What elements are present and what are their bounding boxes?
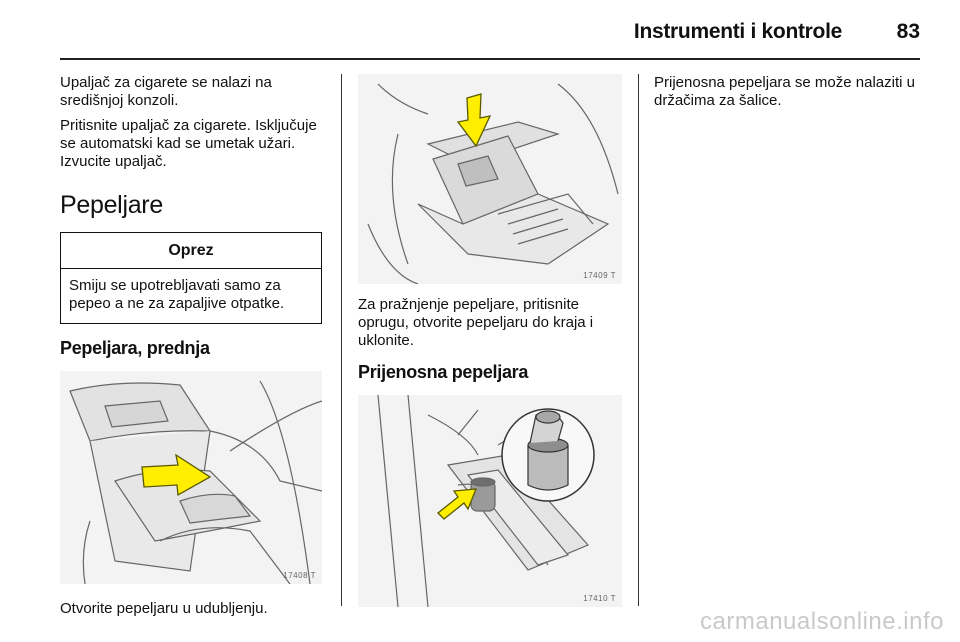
header-rule bbox=[60, 58, 920, 60]
caution-text: Smiju se upotrebljavati samo za pepeo a ne za zapaljive otpatke. bbox=[69, 277, 285, 312]
subheading-portable-ashtray: Prijenosna pepeljara bbox=[358, 362, 529, 382]
figure-ashtray-removal bbox=[358, 74, 622, 284]
figure-id: 17409 T bbox=[583, 271, 616, 280]
header-title: Instrumenti i kontrole bbox=[633, 20, 842, 43]
caution-box bbox=[60, 232, 322, 324]
subheading-front-ashtray: Pepeljara, prednja bbox=[60, 338, 210, 358]
figure-id: 17408 T bbox=[283, 571, 316, 580]
column-2 bbox=[358, 74, 622, 607]
figure-portable-ashtray bbox=[358, 395, 622, 607]
front-ashtray-caption: Otvorite pepeljaru u udubljenju. bbox=[60, 600, 268, 617]
caution-title: Oprez bbox=[61, 233, 321, 269]
lighter-paragraph: Upaljač za cigarete se nalazi na središnjoj konzoli. bbox=[60, 74, 272, 109]
portable-ashtray-illustration bbox=[358, 395, 622, 607]
portable-ashtray-paragraph: Prijenosna pepeljara se može nalaziti u držačima za šalice. bbox=[654, 74, 915, 109]
front-ashtray-illustration bbox=[60, 371, 322, 584]
page-header bbox=[60, 18, 920, 58]
ashtray-removal-illustration bbox=[358, 74, 622, 284]
page-number: 83 bbox=[896, 20, 920, 43]
column-divider-left bbox=[341, 74, 342, 606]
column-3 bbox=[654, 74, 924, 117]
lighter-instructions: Pritisnite upaljač za cigarete. Isključuje se automatski kad se umetak užari. Izvucite upaljač. bbox=[60, 117, 317, 170]
column-1 bbox=[60, 74, 322, 625]
column-divider-right bbox=[638, 74, 639, 606]
figure-id: 17410 T bbox=[583, 594, 616, 603]
figure-front-ashtray bbox=[60, 371, 322, 584]
section-heading-ashtrays: Pepeljare bbox=[60, 191, 163, 219]
watermark: carmanualsonline.info bbox=[700, 608, 944, 635]
emptying-instructions: Za pražnjenje pepeljare, pritisnite oprugu, otvorite pepeljaru do kraja i uklonite. bbox=[358, 296, 594, 349]
